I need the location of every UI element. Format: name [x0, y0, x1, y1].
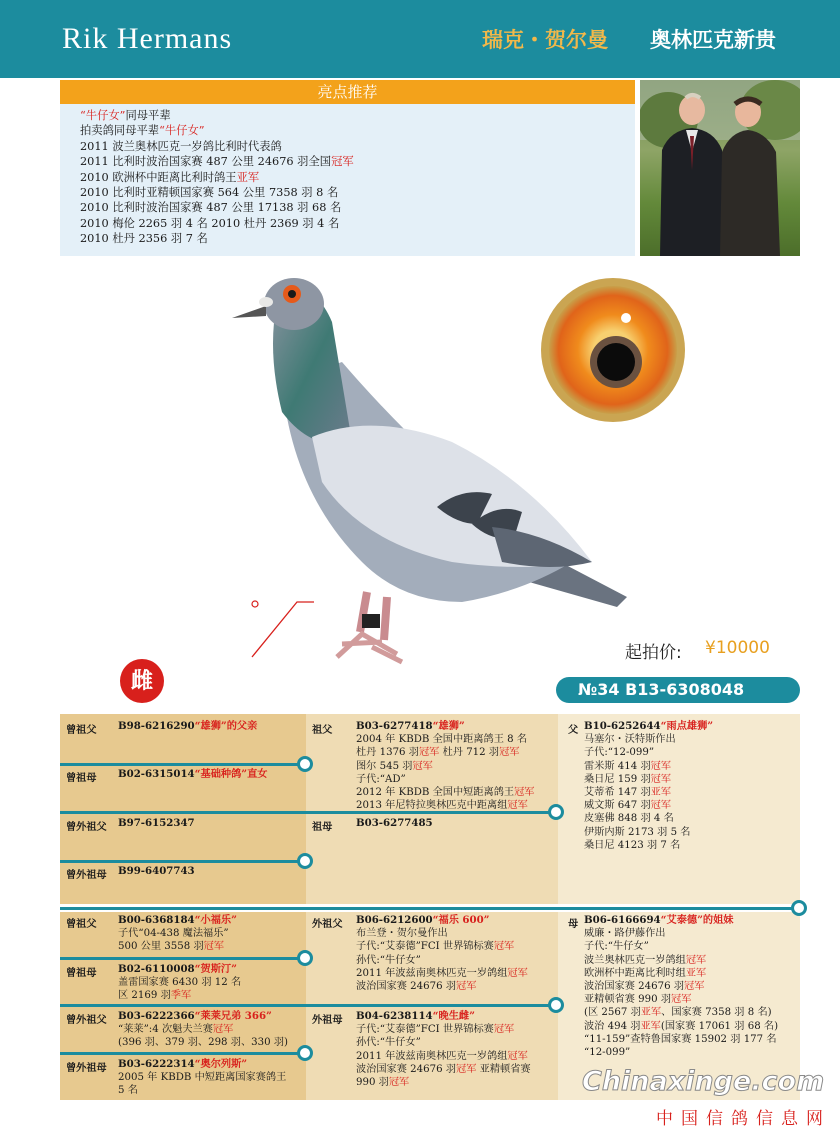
- text-segment: 波治国家赛 24676 羽: [584, 981, 685, 993]
- text-segment: 盖雷国家赛 6430 羽 12 名: [118, 977, 242, 989]
- maternal-grandfather: [356, 914, 528, 993]
- text-segment: 冠军: [514, 787, 535, 799]
- text-segment: 冠军: [507, 967, 528, 979]
- text-segment: (396 羽、379 羽、298 羽、330 羽): [118, 1037, 288, 1049]
- pedigree-line: [584, 980, 778, 993]
- pedigree-line: [584, 967, 778, 980]
- pedigree-line: [584, 826, 713, 839]
- breeder-name-cn: 瑞克・贺尔曼: [482, 27, 608, 52]
- connector-node: [548, 997, 564, 1013]
- text-segment: 冠军: [685, 954, 707, 966]
- text-segment: 2010 比利时波治国家赛 487 公里 17138 羽 68 名: [80, 201, 342, 215]
- connector-line: [60, 763, 306, 766]
- watermark-logo: Chinaxinge.com: [582, 1066, 825, 1097]
- pedigree-line: [356, 1063, 531, 1076]
- text-segment: “11-159”查特鲁国家赛 15902 羽 177 名: [584, 1033, 777, 1045]
- pedigree-line: [584, 1046, 778, 1059]
- gm-top: B03-6277485: [356, 817, 433, 829]
- mgf-label: 外祖父: [312, 918, 343, 930]
- list-item: [80, 216, 354, 231]
- text-segment: 波治国家赛 24676 羽: [356, 1063, 457, 1075]
- ring-number-badge: №34 B13-6308048: [556, 677, 800, 703]
- connector-node: [297, 853, 313, 869]
- list-item: [80, 185, 354, 200]
- text-segment: 皮塞佛 848 羽 4 名: [584, 813, 674, 825]
- text-segment: 冠军: [493, 1024, 515, 1036]
- text-segment: 冠军: [650, 773, 672, 785]
- text-segment: 孙代:“牛仔女”: [356, 954, 421, 966]
- pedigree-line: [584, 839, 713, 852]
- ggm-bottom: [118, 963, 241, 1003]
- text-segment: 2012 年 KBDB 全国中短距离鸽王: [356, 787, 515, 799]
- ggf-bottom: [118, 914, 237, 954]
- highlights-list: [80, 108, 354, 247]
- text-segment: 艾蒂希 147 羽: [584, 787, 651, 799]
- pedigree-line: [356, 967, 528, 980]
- pedigree-line: [584, 993, 778, 1006]
- ggm-top: [118, 768, 268, 781]
- text-segment: 冠军: [507, 1050, 528, 1062]
- text-segment: 冠军: [499, 747, 520, 759]
- mgm-label: 外祖母: [312, 1014, 343, 1026]
- connector-node: [791, 900, 807, 916]
- text-segment: 桑日尼 4123 羽 7 名: [584, 839, 681, 851]
- pedigree-line: [356, 720, 534, 733]
- text-segment: 亚精顿省赛 990 羽: [584, 994, 672, 1006]
- text-segment: 冠军: [650, 760, 672, 772]
- text-segment: 冠军: [418, 747, 440, 759]
- text-segment: 马塞尔・沃特斯作出: [584, 734, 676, 746]
- text-segment: 波兰奥林匹克一岁鸽组: [584, 954, 686, 966]
- pedigree-line: [118, 963, 241, 976]
- text-segment: B06-6166694: [584, 914, 661, 926]
- connector-line: [60, 811, 560, 814]
- eye-closeup: [538, 278, 688, 428]
- ggf-label: 曾祖父: [66, 724, 97, 736]
- pedigree-line: [118, 1036, 288, 1049]
- text-segment: 杜丹 712 羽: [439, 747, 500, 759]
- text-segment: 2011 年波兹南奥林匹克一岁鸽组: [356, 1050, 508, 1062]
- list-item: [80, 154, 354, 169]
- pedigree-line: [356, 954, 528, 967]
- text-segment: 图尔 545 羽: [356, 760, 413, 772]
- text-segment: “艾泰德”的姐妹: [660, 914, 734, 926]
- pedigree-line: [584, 914, 778, 927]
- text-segment: 2004 年 KBDB 全国中距离鸽王 8 名: [356, 734, 528, 746]
- text-segment: B03-6222366: [118, 1010, 195, 1022]
- text-segment: 区 2169 羽: [118, 990, 171, 1002]
- text-segment: 、国家赛 7358 羽 8 名): [661, 1007, 772, 1019]
- connector-node: [297, 1045, 313, 1061]
- text-segment: 波治 494 羽: [584, 1020, 641, 1032]
- pedigree-line: [584, 812, 713, 825]
- text-segment: “牛仔女”: [80, 109, 126, 122]
- text-segment: 子代:“AD”: [356, 773, 406, 785]
- pedigree-line: [584, 954, 778, 967]
- text-segment: 冠军: [493, 941, 515, 953]
- text-segment: 亚军: [650, 787, 672, 799]
- starting-price-value: ¥10000: [705, 638, 770, 658]
- text-segment: 季军: [170, 990, 192, 1002]
- list-item: [80, 108, 354, 123]
- father: [584, 720, 713, 852]
- gmgf-bottom: [118, 1010, 288, 1050]
- text-segment: “小福乐”: [194, 914, 237, 926]
- pedigree-line: [118, 940, 237, 953]
- text-segment: 2005 年 KBDB 中短距离国家赛鸽王: [118, 1072, 287, 1084]
- text-segment: (区 2567 羽: [584, 1007, 641, 1019]
- text-segment: B00-6368184: [118, 914, 195, 926]
- connector-node: [297, 950, 313, 966]
- connector-node: [297, 756, 313, 772]
- text-segment: 同母平辈: [125, 109, 171, 122]
- pedigree-line: [356, 927, 528, 940]
- text-segment: B98-6216290: [118, 720, 195, 732]
- text-segment: 亚军: [640, 1020, 661, 1032]
- text-segment: 亚军: [236, 170, 260, 184]
- sex-badge: 雌: [120, 659, 164, 703]
- pedigree-line: [356, 746, 534, 759]
- pedigree-line: [118, 914, 237, 927]
- pedigree-line: [118, 1010, 288, 1023]
- pedigree-line: [584, 940, 778, 953]
- text-segment: 2010 梅伦 2265 羽 4 名 2010 杜丹 2369 羽 4 名: [80, 216, 340, 230]
- text-segment: B02-6315014: [118, 768, 195, 780]
- pedigree-line: [356, 1076, 531, 1089]
- text-segment: “奥尔列斯”: [194, 1058, 248, 1070]
- gmgm-top: B99-6407743: [118, 865, 195, 877]
- gmgf-label: 曾外祖父: [66, 1014, 107, 1026]
- text-segment: 冠军: [203, 941, 225, 953]
- text-segment: “雄狮”的父亲: [194, 720, 258, 732]
- text-segment: 2011 波兰奥林匹克一岁鸽比利时代表鸽: [80, 139, 282, 153]
- text-segment: 冠军: [507, 800, 528, 812]
- pedigree-line: [356, 760, 534, 773]
- gmgm-bottom: [118, 1058, 286, 1098]
- text-segment: “12-099”: [584, 1047, 631, 1059]
- ggm-label: 曾祖母: [66, 772, 97, 784]
- text-segment: 2011 年波兹南奥林匹克一岁鸽组: [356, 967, 508, 979]
- text-segment: 冠军: [456, 981, 477, 993]
- text-segment: “福乐 600”: [432, 914, 490, 926]
- list-item: [80, 170, 354, 185]
- list-item: [80, 123, 354, 138]
- gmgf-label: 曾外祖父: [66, 821, 107, 833]
- text-segment: B06-6212600: [356, 914, 433, 926]
- text-segment: 2013 年尼特拉奥林匹克中距离组: [356, 800, 508, 812]
- text-segment: 冠军: [212, 1024, 234, 1036]
- pedigree-line: [118, 976, 241, 989]
- pedigree-line: [584, 786, 713, 799]
- ggf-label: 曾祖父: [66, 918, 97, 930]
- pedigree-line: [584, 760, 713, 773]
- highlights-heading: 亮点推荐: [60, 80, 635, 104]
- connector-node: [548, 804, 564, 820]
- list-item: [80, 139, 354, 154]
- pedigree-line: [118, 1023, 288, 1036]
- text-segment: 子代“04-438 魔法福乐”: [118, 928, 229, 940]
- text-segment: “莱莱”:4 次魁夫兰赛: [118, 1024, 213, 1036]
- starting-price-label: 起拍价:: [625, 643, 682, 663]
- header-bar: [0, 0, 840, 78]
- text-segment: 冠军: [684, 981, 705, 993]
- text-segment: 雷米斯 414 羽: [584, 760, 651, 772]
- text-segment: 冠军: [650, 800, 672, 812]
- text-segment: B03-6222314: [118, 1058, 195, 1070]
- text-segment: 波治国家赛 24676 羽: [356, 981, 457, 993]
- text-segment: (国家赛 17061 羽 68 名): [660, 1020, 779, 1032]
- text-segment: B02-6110008: [118, 963, 195, 975]
- maternal-grandmother: [356, 1010, 531, 1089]
- pedigree-line: [584, 773, 713, 786]
- page-title: 奥林匹克新贵: [650, 27, 776, 52]
- connector-line: [60, 907, 800, 910]
- text-segment: 桑日尼 159 羽: [584, 773, 651, 785]
- text-segment: “基础种鸽”直女: [194, 768, 268, 780]
- text-segment: 子代:“艾泰德”FCI 世界锦标赛: [356, 1024, 494, 1036]
- text-segment: 2011 比利时波治国家赛 487 公里 24676 羽全国: [80, 155, 332, 169]
- text-segment: “雨点雄狮”: [660, 720, 714, 732]
- text-segment: 威文斯 647 羽: [584, 800, 651, 812]
- pedigree-line: [356, 1050, 531, 1063]
- text-segment: B04-6238114: [356, 1010, 433, 1022]
- text-segment: 欧洲杯中距离比利时组: [584, 967, 686, 979]
- pedigree-line: [118, 1084, 286, 1097]
- text-segment: 亚军: [640, 1007, 662, 1019]
- ggm-label: 曾祖母: [66, 967, 97, 979]
- pedigree-line: [584, 1020, 778, 1033]
- text-segment: “牛仔女”: [159, 124, 205, 138]
- pedigree-line: [356, 1036, 531, 1049]
- text-segment: 冠军: [671, 994, 692, 1006]
- pedigree-line: [356, 786, 534, 799]
- text-segment: 2010 比利时亚精顿国家赛 564 公里 7358 羽 8 名: [80, 186, 339, 200]
- text-segment: “贺斯汀”: [194, 963, 237, 975]
- gmgf-top: B97-6152347: [118, 817, 195, 829]
- text-segment: 布兰登・贺尔曼作出: [356, 928, 448, 940]
- text-segment: “晚生雌”: [432, 1010, 475, 1022]
- gm-label: 祖母: [312, 821, 333, 833]
- pedigree-line: [584, 927, 778, 940]
- father-label: 父: [568, 724, 579, 736]
- pedigree-line: [118, 1058, 286, 1071]
- text-segment: 伊斯内斯 2173 羽 5 名: [584, 826, 691, 838]
- ggf-top: [118, 720, 257, 733]
- text-segment: 子代:“牛仔女”: [584, 941, 649, 953]
- pedigree-line: [584, 799, 713, 812]
- text-segment: B10-6252644: [584, 720, 661, 732]
- text-segment: 亚精顿省赛: [476, 1063, 531, 1075]
- pedigree-line: [584, 1033, 778, 1046]
- text-segment: 2010 欧洲杯中距离比利时鸽王: [80, 170, 237, 184]
- text-segment: 冠军: [456, 1063, 477, 1075]
- pedigree-line: [584, 720, 713, 733]
- pedigree-line: [356, 773, 534, 786]
- text-segment: 杜丹 1376 羽: [356, 747, 419, 759]
- connector-line: [60, 1004, 560, 1007]
- text-segment: 子代:“艾泰德”FCI 世界锦标赛: [356, 941, 494, 953]
- text-segment: 冠军: [331, 155, 354, 169]
- text-segment: 500 公里 3558 羽: [118, 941, 204, 953]
- pedigree-line: [356, 940, 528, 953]
- text-segment: 孙代:“牛仔女”: [356, 1037, 421, 1049]
- pedigree-line: [584, 746, 713, 759]
- gmgm-label: 曾外祖母: [66, 869, 107, 881]
- connector-line: [60, 1052, 306, 1055]
- watermark-subtitle: 中国信鸽信息网: [656, 1109, 831, 1129]
- mother-label: 母: [568, 918, 579, 930]
- text-segment: 威廉・路伊藤作出: [584, 928, 666, 940]
- pedigree-line: [356, 1010, 531, 1023]
- pedigree-line: [118, 1071, 286, 1084]
- pedigree-line: [356, 914, 528, 927]
- text-segment: B03-6277418: [356, 720, 433, 732]
- gf-label: 祖父: [312, 724, 333, 736]
- text-segment: “雄狮”: [432, 720, 465, 732]
- text-segment: 拍卖鸽同母平辈: [80, 124, 160, 138]
- pedigree-line: [356, 980, 528, 993]
- list-item: [80, 200, 354, 215]
- text-segment: 冠军: [412, 760, 433, 772]
- pedigree-line: [356, 733, 534, 746]
- text-segment: 冠军: [388, 1077, 410, 1089]
- pedigree-line: [118, 989, 241, 1002]
- text-segment: 990 羽: [356, 1077, 389, 1089]
- pedigree-line: [356, 1023, 531, 1036]
- text-segment: 2010 杜丹 2356 羽 7 名: [80, 232, 208, 246]
- connector-line: [60, 860, 306, 863]
- text-segment: 5 名: [118, 1085, 138, 1097]
- gmgm-label: 曾外祖母: [66, 1062, 107, 1074]
- text-segment: 亚军: [685, 967, 707, 979]
- gf-top: [356, 720, 534, 812]
- connector-line: [60, 957, 306, 960]
- breeders-photo: [640, 80, 800, 256]
- text-segment: 子代:“12-099”: [584, 747, 655, 759]
- pedigree-line: [584, 733, 713, 746]
- list-item: [80, 231, 354, 246]
- breeder-name: Rik Hermans: [62, 22, 233, 55]
- mother: [584, 914, 778, 1059]
- pedigree-line: [584, 1006, 778, 1019]
- text-segment: “莱莱兄弟 366”: [194, 1010, 272, 1022]
- pedigree-line: [118, 927, 237, 940]
